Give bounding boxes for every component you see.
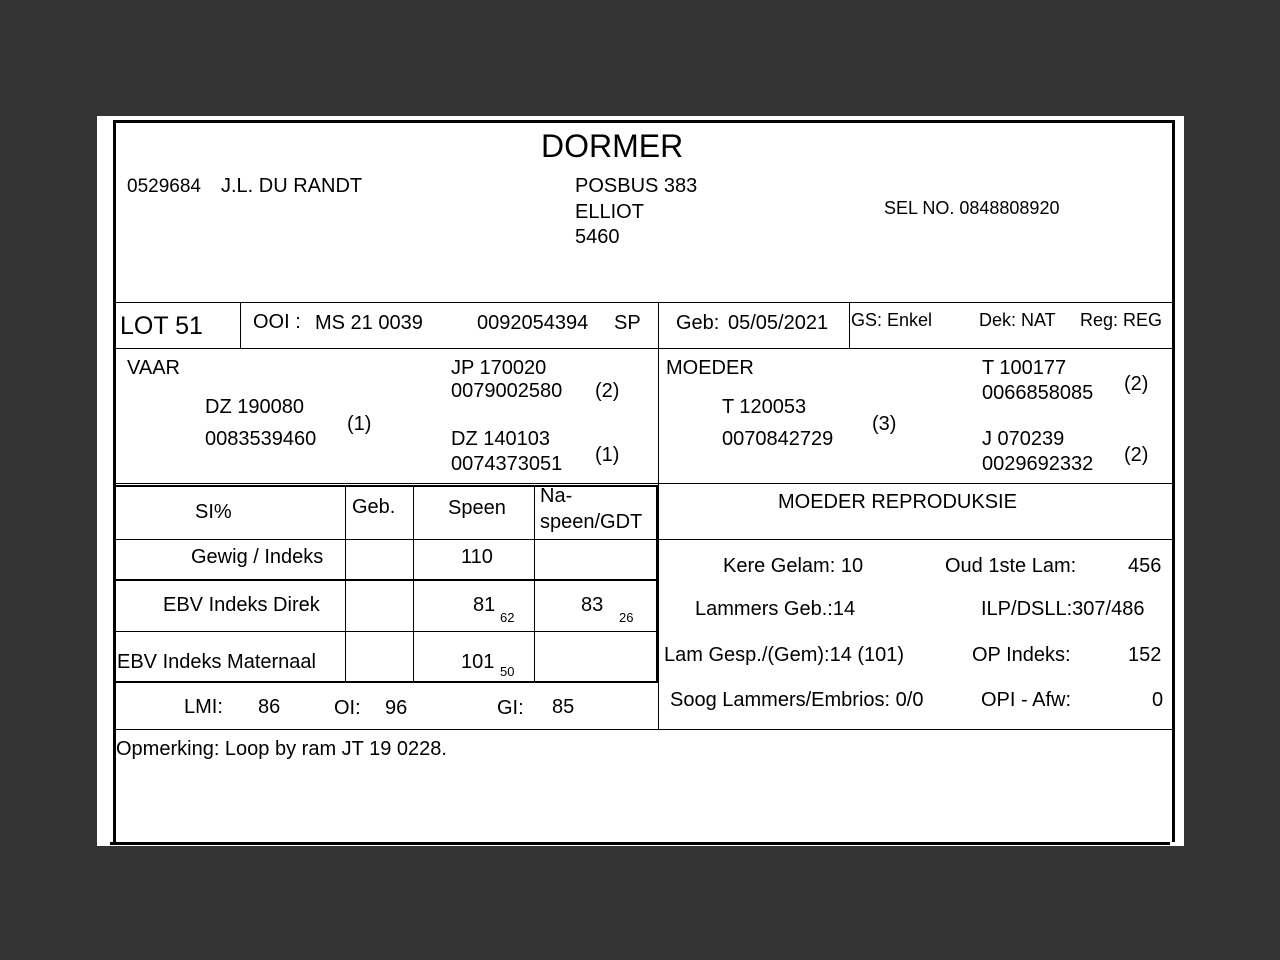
oi-label: OI: (334, 697, 361, 719)
row-direk-naspeen: 83 (581, 594, 604, 616)
gi-value: 85 (552, 696, 575, 718)
sire-sire-reg: 0079002580 (451, 380, 563, 402)
pedigree-bottom-line (115, 483, 1173, 484)
bottom-border (110, 842, 1170, 845)
dam-id: T 120053 (722, 396, 807, 418)
lot-number: LOT 51 (120, 312, 203, 340)
opi-value: 0 (1152, 689, 1164, 711)
kere-gelam: Kere Gelam: 10 (723, 555, 864, 577)
document-frame (113, 120, 1175, 842)
owner-name: J.L. DU RANDT (221, 175, 363, 197)
row-gewig-label: Gewig / Indeks (191, 546, 324, 568)
sire-dam-mark: (1) (595, 444, 620, 466)
ooi-id: MS 21 0039 (315, 312, 423, 334)
speen-header: Speen (448, 497, 506, 519)
dam-mark: (3) (872, 413, 897, 435)
address-line-2: ELLIOT (575, 201, 644, 223)
geb-date: 05/05/2021 (728, 312, 829, 334)
naspeen-header-1: Na- (540, 485, 573, 507)
lammers-geb: Lammers Geb.:14 (695, 598, 856, 620)
ilp-dsll: ILP/DSLL:307/486 (981, 598, 1145, 620)
sire-dam-reg: 0074373051 (451, 453, 563, 475)
dam-sire-mark: (2) (1124, 373, 1149, 395)
geb-divider (849, 302, 850, 348)
row-direk-speen-sub: 62 (500, 610, 515, 625)
sire-sire-mark: (2) (595, 380, 620, 402)
row-direk-speen: 81 (473, 594, 496, 616)
si-header-line (115, 539, 1173, 540)
si-col-1-line (345, 485, 346, 681)
row-maternaal-speen: 101 (461, 651, 495, 673)
si-row-1-line (115, 579, 659, 581)
sire-mark: (1) (347, 413, 372, 435)
lot-row-bottom-line (115, 348, 1173, 349)
op-label: OP Indeks: (972, 644, 1071, 666)
row-direk-label: EBV Indeks Direk (163, 594, 320, 616)
row-maternaal-speen-sub: 50 (500, 664, 515, 679)
si-row-2-line (115, 631, 659, 632)
row-gewig-speen: 110 (461, 546, 493, 568)
si-col-3-line (534, 485, 535, 681)
reg-info: Reg: REG (1080, 310, 1163, 330)
row-maternaal-label: EBV Indeks Maternaal (117, 651, 316, 673)
dam-dam-reg: 0029692332 (982, 453, 1094, 475)
lmi-label: LMI: (184, 696, 223, 718)
lot-divider (240, 302, 241, 348)
dam-reg: 0070842729 (722, 428, 834, 450)
sire-id: DZ 190080 (205, 396, 304, 418)
pedigree-divider (658, 302, 659, 484)
si-col-2-line (413, 485, 414, 681)
vaar-label: VAAR (127, 357, 180, 379)
dam-dam-id: J 070239 (982, 428, 1065, 450)
moeder-label: MOEDER (666, 357, 754, 379)
ooi-reg: 0092054394 (477, 312, 589, 334)
address-line-1: POSBUS 383 (575, 175, 698, 197)
gs-info: GS: Enkel (851, 310, 933, 330)
index-row-line (115, 729, 1173, 730)
opi-label: OPI - Afw: (981, 689, 1072, 711)
si-header: SI% (195, 501, 232, 523)
geb-label: Geb: (676, 312, 720, 334)
sire-dam-id: DZ 140103 (451, 428, 550, 450)
si-row-3-line (115, 681, 659, 683)
phone-number: SEL NO. 0848808920 (884, 198, 1060, 218)
op-value: 152 (1128, 644, 1162, 666)
reproduction-divider (658, 483, 659, 729)
gi-label: GI: (497, 697, 524, 719)
breed-title: DORMER (541, 128, 684, 164)
row-direk-naspeen-sub: 26 (619, 610, 634, 625)
oi-value: 96 (385, 697, 408, 719)
dam-sire-id: T 100177 (982, 357, 1067, 379)
sire-reg: 0083539460 (205, 428, 317, 450)
ooi-label: OOI : (253, 311, 301, 333)
sire-sire-id: JP 170020 (451, 357, 547, 379)
oud-label: Oud 1ste Lam: (945, 555, 1077, 577)
naspeen-header-2: speen/GDT (540, 511, 643, 533)
address-line-3: 5460 (575, 226, 620, 248)
dam-dam-mark: (2) (1124, 444, 1149, 466)
reproduction-title: MOEDER REPRODUKSIE (778, 491, 1017, 513)
dek-info: Dek: NAT (979, 310, 1056, 330)
si-table-left-border (114, 485, 116, 683)
si-table-top-line (115, 485, 659, 487)
ooi-grade: SP (614, 312, 641, 334)
geb-header: Geb. (352, 496, 396, 518)
dam-sire-reg: 0066858085 (982, 382, 1094, 404)
lot-row-top-line (115, 302, 1173, 303)
soog-lammers: Soog Lammers/Embrios: 0/0 (670, 689, 924, 711)
oud-value: 456 (1128, 555, 1162, 577)
lam-gesp: Lam Gesp./(Gem):14 (101) (664, 644, 905, 666)
lmi-value: 86 (258, 696, 281, 718)
owner-code: 0529684 (127, 176, 201, 197)
remark: Opmerking: Loop by ram JT 19 0228. (116, 738, 447, 760)
